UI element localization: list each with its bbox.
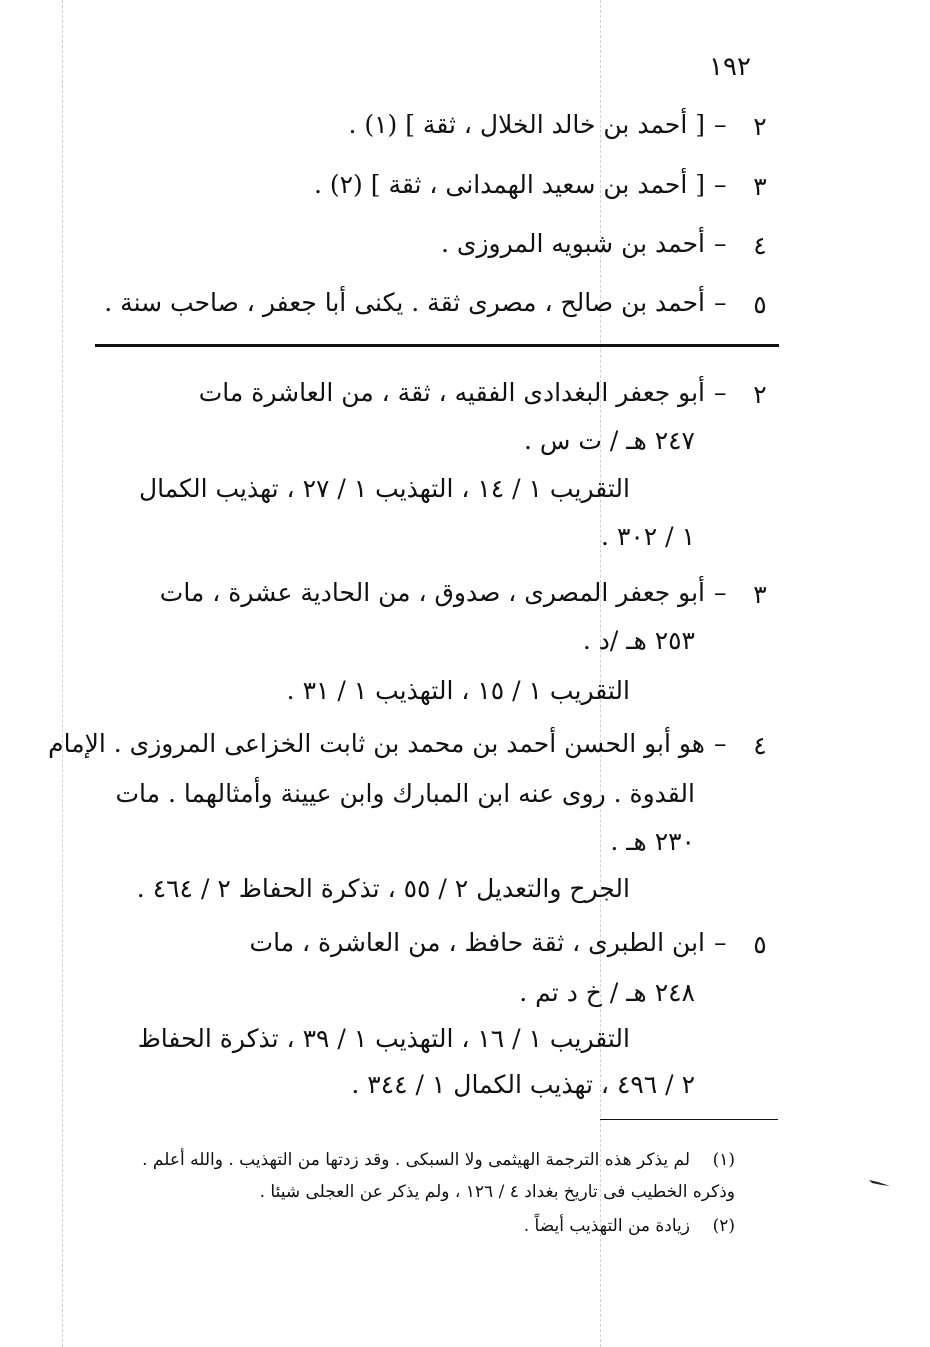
note-dash: – (714, 578, 727, 607)
footnote-line: وذكره الخطيب فى تاريخ بغداد ٤ / ١٢٦ ، ولم يذكر عن العجلى شيئا . (259, 1182, 735, 1202)
entry-number: ٢ (753, 112, 767, 141)
scan-smudge-mark (868, 1178, 892, 1187)
entry-text: [ أحمد بن سعيد الهمدانى ، ثقة ] (٢) . (313, 170, 705, 199)
scan-edge-line (62, 0, 63, 1347)
footnote-line: لم يذكر هذه الترجمة الهيثمى ولا السبكى . وقد زدتها من التهذيب . والله أعلم . (142, 1150, 690, 1170)
note-line: أبو جعفر البغدادى الفقيه ، ثقة ، من العاشرة مات (198, 378, 705, 407)
note-line: ابن الطبرى ، ثقة حافظ ، من العاشرة ، مات (249, 928, 705, 957)
page-number: ١٩٢ (709, 52, 751, 82)
entry-text: [ أحمد بن خالد الخلال ، ثقة ] (١) . (348, 110, 705, 139)
note-line: التقريب ١ / ١٤ ، التهذيب ١ / ٢٧ ، تهذيب الكمال (138, 474, 630, 503)
note-line: ١ / ٣٠٢ . (601, 522, 695, 551)
entry-dash: – (714, 288, 727, 317)
note-line: الجرح والتعديل ٢ / ٥٥ ، تذكرة الحفاظ ٢ / ٤٦٤ . (136, 874, 630, 903)
note-number: ٤ (753, 731, 767, 760)
note-line: هو أبو الحسن أحمد بن محمد بن ثابت الخزاعى المروزى . الإمام (48, 729, 705, 758)
note-number: ٢ (753, 380, 767, 409)
note-line: ٢٤٧ هـ / ت س . (524, 426, 695, 455)
entry-number: ٤ (753, 231, 767, 260)
footnote-number: (١) (712, 1150, 735, 1170)
footnote-separator-rule (600, 1119, 778, 1120)
note-dash: – (714, 928, 727, 957)
entry-number: ٣ (753, 172, 767, 201)
note-number: ٣ (753, 580, 767, 609)
entry-dash: – (714, 229, 727, 258)
entry-dash: – (714, 170, 727, 199)
scan-fold-line (600, 0, 601, 1347)
note-line: ٢ / ٤٩٦ ، تهذيب الكمال ١ / ٣٤٤ . (351, 1070, 695, 1099)
footnote-number: (٢) (712, 1216, 735, 1236)
notes-separator-rule (95, 344, 779, 347)
note-line: التقريب ١ / ١٦ ، التهذيب ١ / ٣٩ ، تذكرة الحفاظ (137, 1024, 630, 1053)
note-line: ٢٥٣ هـ /د . (582, 626, 695, 655)
entry-text: أحمد بن شبويه المروزى . (441, 229, 705, 258)
note-dash: – (714, 729, 727, 758)
note-line: ٢٣٠ هـ . (610, 827, 695, 856)
note-line: أبو جعفر المصرى ، صدوق ، من الحادية عشرة ، مات (159, 578, 705, 607)
entry-text: أحمد بن صالح ، مصرى ثقة . يكنى أبا جعفر ، صاحب سنة . (104, 288, 705, 317)
note-line: التقريب ١ / ١٥ ، التهذيب ١ / ٣١ . (286, 676, 630, 705)
note-line: ٢٤٨ هـ / خ د تم . (519, 978, 695, 1007)
entry-number: ٥ (753, 290, 767, 319)
entry-dash: – (714, 110, 727, 139)
note-dash: – (714, 378, 727, 407)
note-line: القدوة . روى عنه ابن المبارك وابن عيينة وأمثالهما . مات (115, 779, 695, 808)
note-number: ٥ (753, 930, 767, 959)
footnote-line: زيادة من التهذيب أيضاً . (523, 1216, 690, 1236)
